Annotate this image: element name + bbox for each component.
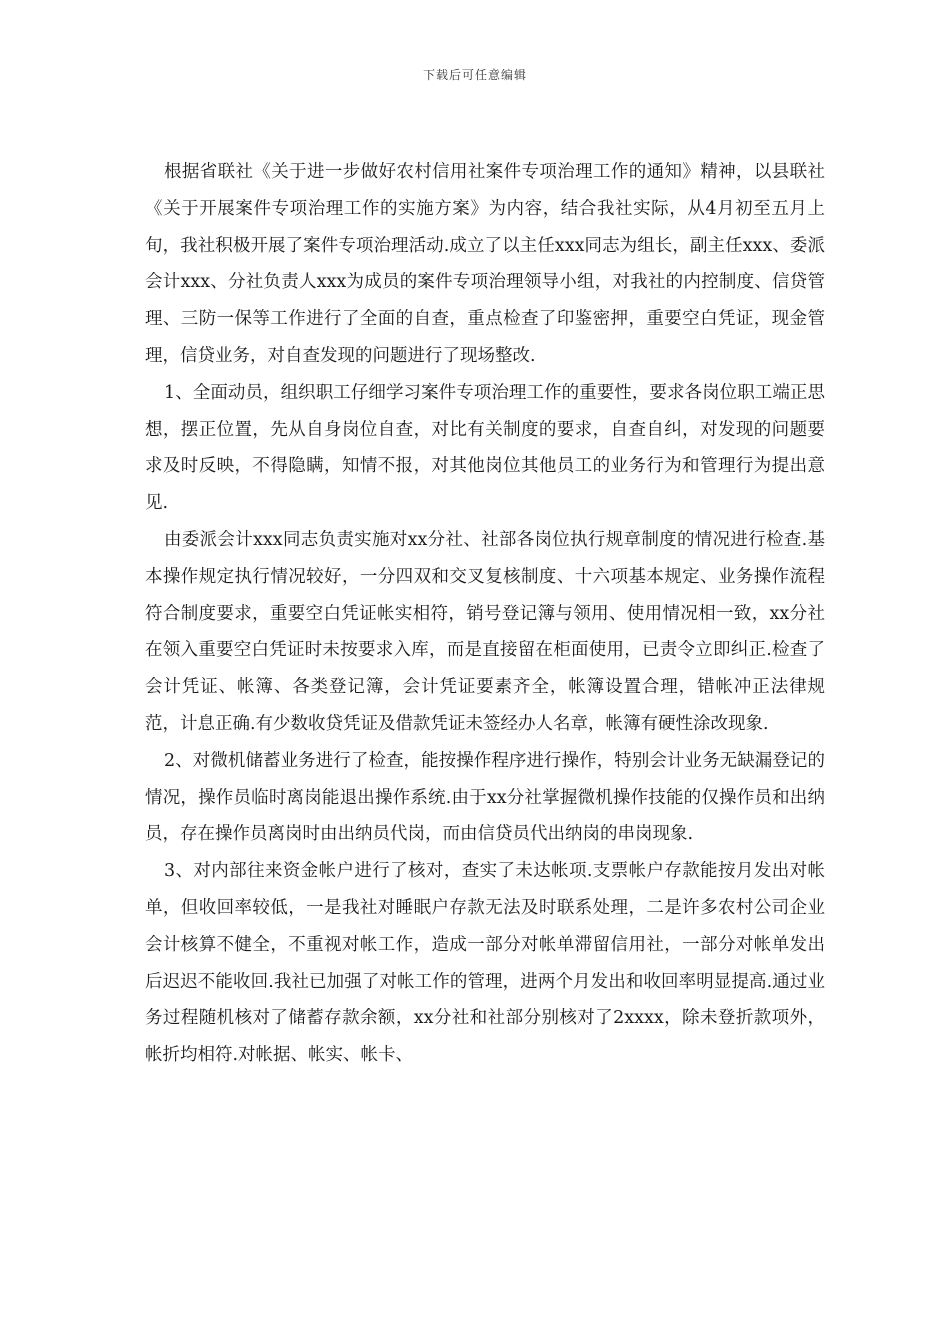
- paragraph-item-1: 1、全面动员，组织职工仔细学习案件专项治理工作的重要性，要求各岗位职工端正思想，摆正位置，先从自身岗位自查，对比有关制度的要求，自查自纠，对发现的问题要求及时反映，不得隐瞒，知情不报，对其他岗位其他员工的业务行为和管理行为提出意见.: [145, 382, 825, 514]
- paragraph-item-2: 2、对微机储蓄业务进行了检查，能按操作程序进行操作，特别会计业务无缺漏登记的情况，操作员临时离岗能退出操作系统.由于xx分社掌握微机操作技能的仅操作员和出纳员，存在操作员离岗时由出纳员代岗，而由信贷员代出纳岗的串岗现象.: [145, 750, 825, 845]
- paragraph-item-3: 3、对内部往来资金帐户进行了核对，查实了未达帐项.支票帐户存款能按月发出对帐单，但收回率较低，一是我社对睡眠户存款无法及时联系处理，二是许多农村公司企业会计核算不健全，不重视对帐工作，造成一部分对帐单滞留信用社，一部分对帐单发出后迟迟不能收回.我社已加强了对帐工作的管理，进两个月发出和收回率明显提高.通过业务过程随机核对了储蓄存款余额，xx分社和社部分别核对了2xxxx，除未登折款项外，帐折均相符.对帐据、帐实、帐卡、: [145, 861, 825, 1066]
- page-header: 下载后可任意编辑: [422, 68, 527, 82]
- paragraph-inspection: 由委派会计xxx同志负责实施对xx分社、社部各岗位执行规章制度的情况进行检查.基本操作规定执行情况较好，一分四双和交叉复核制度、十六项基本规定、业务操作流程符合制度要求，重要空白凭证帐实相符，销号登记簿与领用、使用情况相一致，xx分社在领入重要空白凭证时未按要求入库，而是直接留在柜面使用，已责令立即纠正.检查了会计凭证、帐簿、各类登记簿，会计凭证要素齐全，帐簿设置合理，错帐冲正法律规范，计息正确.有少数收贷凭证及借款凭证未签经办人名章，帐簿有硬性涂改现象.: [145, 529, 825, 734]
- paragraph-intro: 根据省联社《关于进一步做好农村信用社案件专项治理工作的通知》精神，以县联社《关于开展案件专项治理工作的实施方案》为内容，结合我社实际，从4月初至五月上旬，我社积极开展了案件专项治理活动.成立了以主任xxx同志为组长，副主任xxx、委派会计xxx、分社负责人xxx为成员的案件专项治理领导小组，对我社的内控制度、信贷管理、三防一保等工作进行了全面的自查，重点检查了印鉴密押，重要空白凭证，现金管理，信贷业务，对自查发现的问题进行了现场整改.: [145, 162, 825, 366]
- document-body: [145, 154, 825, 1074]
